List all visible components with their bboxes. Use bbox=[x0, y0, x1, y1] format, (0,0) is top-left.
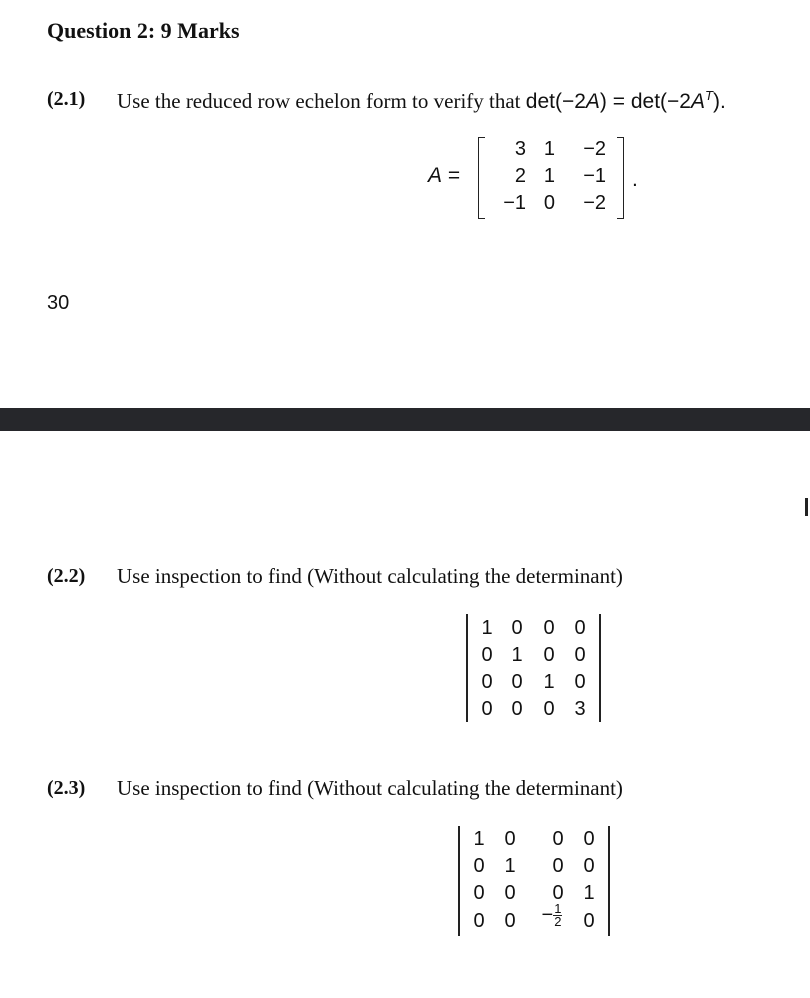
matrix-cell: 0 bbox=[473, 910, 485, 932]
matrix-cell: 0 bbox=[552, 828, 564, 850]
question-number: (2.3) bbox=[47, 777, 86, 799]
question-text: Use inspection to find (Without calculating the determinant) bbox=[117, 564, 623, 588]
matrix-cell: 0 bbox=[543, 644, 555, 666]
left-bracket bbox=[478, 137, 485, 219]
matrix-cell: 0 bbox=[504, 910, 516, 932]
question-2-1-text bbox=[117, 88, 726, 114]
question-title: Question 2: 9 Marks bbox=[47, 18, 240, 43]
matrix-cell: 0 bbox=[504, 828, 516, 850]
matrix-cell: 0 bbox=[511, 671, 523, 693]
matrix-cell: −2 bbox=[583, 138, 606, 160]
matrix-cell: 0 bbox=[552, 882, 564, 904]
expr-part: A bbox=[690, 90, 705, 113]
fraction-denominator: 2 bbox=[554, 914, 562, 929]
matrix-cell: 0 bbox=[481, 698, 493, 720]
page-number: 30 bbox=[47, 292, 70, 314]
expr-part: A bbox=[585, 90, 600, 113]
matrix-cell: 0 bbox=[504, 882, 516, 904]
matrix-cell: 0 bbox=[473, 855, 485, 877]
right-bracket bbox=[617, 137, 624, 219]
matrix-cell: 1 bbox=[473, 828, 485, 850]
determinant-bar-right bbox=[608, 826, 610, 936]
question-2-3 bbox=[47, 777, 85, 800]
matrix-cell: 0 bbox=[583, 855, 595, 877]
determinant-bar-left bbox=[466, 614, 468, 722]
matrix-cell: 0 bbox=[574, 617, 586, 639]
equals-sign: = bbox=[447, 164, 461, 187]
matrix-label bbox=[428, 164, 460, 188]
matrix-cell: 0 bbox=[511, 698, 523, 720]
matrix-cell: 1 bbox=[511, 644, 523, 666]
determinant-bar-left bbox=[458, 826, 460, 936]
edge-mark bbox=[805, 498, 808, 516]
det-expression bbox=[526, 90, 726, 113]
matrix-cell: 0 bbox=[583, 910, 595, 932]
matrix-cell: 0 bbox=[574, 671, 586, 693]
determinant-bar-right bbox=[599, 614, 601, 722]
expr-part: det(−2 bbox=[525, 90, 586, 113]
matrix-cell: 0 bbox=[481, 644, 493, 666]
matrix-cell: 0 bbox=[543, 698, 555, 720]
matrix-cell: −1 bbox=[583, 165, 606, 187]
expr-part: T bbox=[705, 88, 713, 103]
expr-part: ). bbox=[712, 90, 726, 113]
matrix-name: A bbox=[428, 164, 443, 187]
matrix-cell: −2 bbox=[583, 192, 606, 214]
minus-sign: − bbox=[541, 904, 554, 926]
fraction-cell bbox=[530, 903, 574, 928]
matrix-cell: 1 bbox=[543, 165, 555, 187]
matrix-cell: 2 bbox=[514, 165, 526, 187]
question-text: Use the reduced row echelon form to verify that bbox=[117, 89, 526, 113]
matrix-cell: 1 bbox=[543, 671, 555, 693]
question-number: (2.1) bbox=[47, 88, 86, 110]
matrix-cell: 0 bbox=[511, 617, 523, 639]
question-2-2 bbox=[47, 565, 85, 588]
page-divider bbox=[0, 408, 810, 431]
matrix-cell: 0 bbox=[543, 617, 555, 639]
matrix-cell: 0 bbox=[543, 192, 555, 214]
matrix-cell: 1 bbox=[543, 138, 555, 160]
matrix-cell: 0 bbox=[583, 828, 595, 850]
period: . bbox=[632, 168, 638, 191]
matrix-cell: −1 bbox=[503, 192, 526, 214]
matrix-cell: 0 bbox=[552, 855, 564, 877]
question-number: (2.2) bbox=[47, 565, 86, 587]
matrix-cell: 3 bbox=[514, 138, 526, 160]
matrix-cell: 1 bbox=[481, 617, 493, 639]
matrix-cell: 1 bbox=[504, 855, 516, 877]
expr-part: ) = det(−2 bbox=[599, 90, 691, 113]
fraction-numerator: 1 bbox=[554, 901, 562, 916]
question-2-1 bbox=[47, 88, 85, 111]
question-text: Use inspection to find (Without calculating the determinant) bbox=[117, 776, 623, 800]
matrix-cell: 1 bbox=[583, 882, 595, 904]
matrix-cell: 0 bbox=[473, 882, 485, 904]
matrix-cell: 3 bbox=[574, 698, 586, 720]
fraction bbox=[553, 903, 562, 928]
matrix-cell: 0 bbox=[481, 671, 493, 693]
matrix-cell: 0 bbox=[574, 644, 586, 666]
